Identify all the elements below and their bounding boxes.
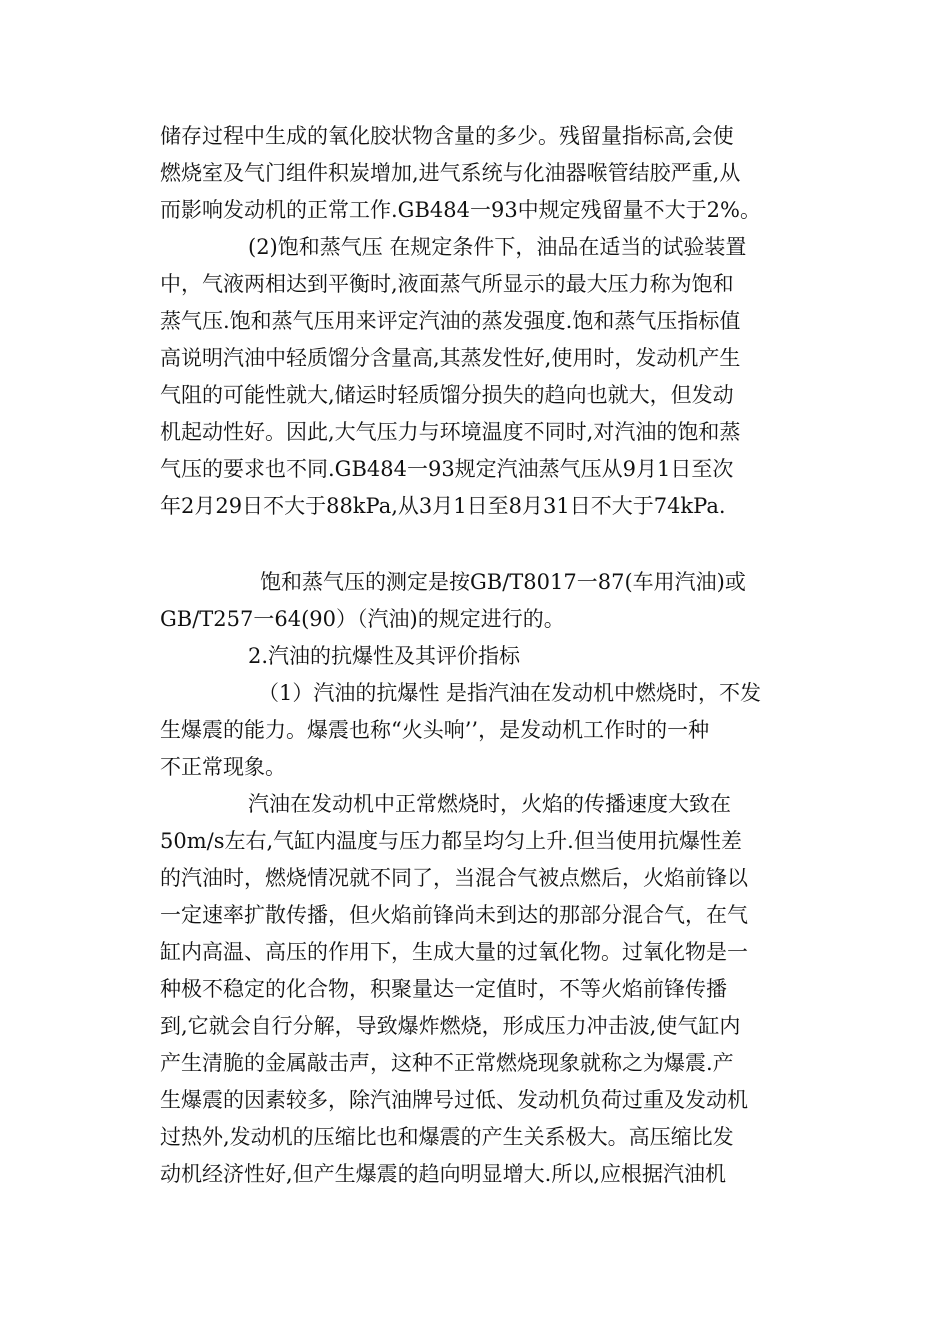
text-line: 高说明汽油中轻质馏分含量高,其蒸发性好,使用时，发动机产生 bbox=[160, 346, 741, 370]
text-line: 产生清脆的金属敲击声，这种不正常燃烧现象就称之为爆震.产 bbox=[160, 1051, 734, 1075]
text-line: 种极不稳定的化合物，积聚量达一定值时，不等火焰前锋传播 bbox=[160, 977, 727, 1001]
text-line: 汽油在发动机中正常燃烧时，火焰的传播速度大致在 bbox=[248, 792, 731, 816]
text-line: 到,它就会自行分解，导致爆炸燃烧，形成压力冲击波,使气缸内 bbox=[160, 1014, 741, 1038]
text-line: 中，气液两相达到平衡时,液面蒸气所显示的最大压力称为饱和 bbox=[160, 272, 734, 296]
text-line: 动机经济性好,但产生爆震的趋向明显增大.所以,应根据汽油机 bbox=[160, 1162, 727, 1186]
text-line: 50m/s左右,气缸内温度与压力都呈均匀上升.但当使用抗爆性差 bbox=[160, 829, 742, 853]
text-line: 储存过程中生成的氧化胶状物含量的多少。残留量指标高,会使 bbox=[160, 124, 734, 148]
text-line: 不正常现象。 bbox=[160, 755, 286, 779]
text-line: 的汽油时，燃烧情况就不同了，当混合气被点燃后，火焰前锋以 bbox=[160, 866, 748, 890]
text-line: 机起动性好。因此,大气压力与环境温度不同时,对汽油的饱和蒸 bbox=[160, 420, 741, 444]
text-line: 缸内高温、高压的作用下，生成大量的过氧化物。过氧化物是一 bbox=[160, 940, 748, 964]
text-line: 生爆震的因素较多，除汽油牌号过低、发动机负荷过重及发动机 bbox=[160, 1088, 748, 1112]
text-line: 生爆震的能力。爆震也称“火头响’’，是发动机工作时的一种 bbox=[160, 718, 710, 742]
text-line: 一定速率扩散传播，但火焰前锋尚未到达的那部分混合气，在气 bbox=[160, 903, 748, 927]
text-line: GB/T257一64(90）（汽油)的规定进行的。 bbox=[160, 607, 565, 631]
text-line: （1）汽油的抗爆性 是指汽油在发动机中燃烧时，不发 bbox=[258, 681, 762, 705]
text-line: 气阻的可能性就大,储运时轻质馏分损失的趋向也就大，但发动 bbox=[160, 383, 734, 407]
text-line: 气压的要求也不同.GB484一93规定汽油蒸气压从9月1日至次 bbox=[160, 457, 734, 481]
text-line: 年2月29日不大于88kPa,从3月1日至8月31日不大于74kPa. bbox=[160, 494, 726, 518]
text-line: 蒸气压.饱和蒸气压用来评定汽油的蒸发强度.饱和蒸气压指标值 bbox=[160, 309, 741, 333]
text-line: 饱和蒸气压的测定是按GB/T8017一87(车用汽油)或 bbox=[260, 570, 746, 594]
text-line: 燃烧室及气门组件积炭增加,进气系统与化油器喉管结胶严重,从 bbox=[160, 161, 741, 185]
text-line: 而影响发动机的正常工作.GB484一93中规定残留量不大于2%。 bbox=[160, 198, 761, 222]
text-line: 过热外,发动机的压缩比也和爆震的产生关系极大。高压缩比发 bbox=[160, 1125, 734, 1149]
text-line: (2)饱和蒸气压 在规定条件下，油品在适当的试验装置 bbox=[248, 235, 747, 259]
section-heading: 2.汽油的抗爆性及其评价指标 bbox=[248, 644, 521, 668]
